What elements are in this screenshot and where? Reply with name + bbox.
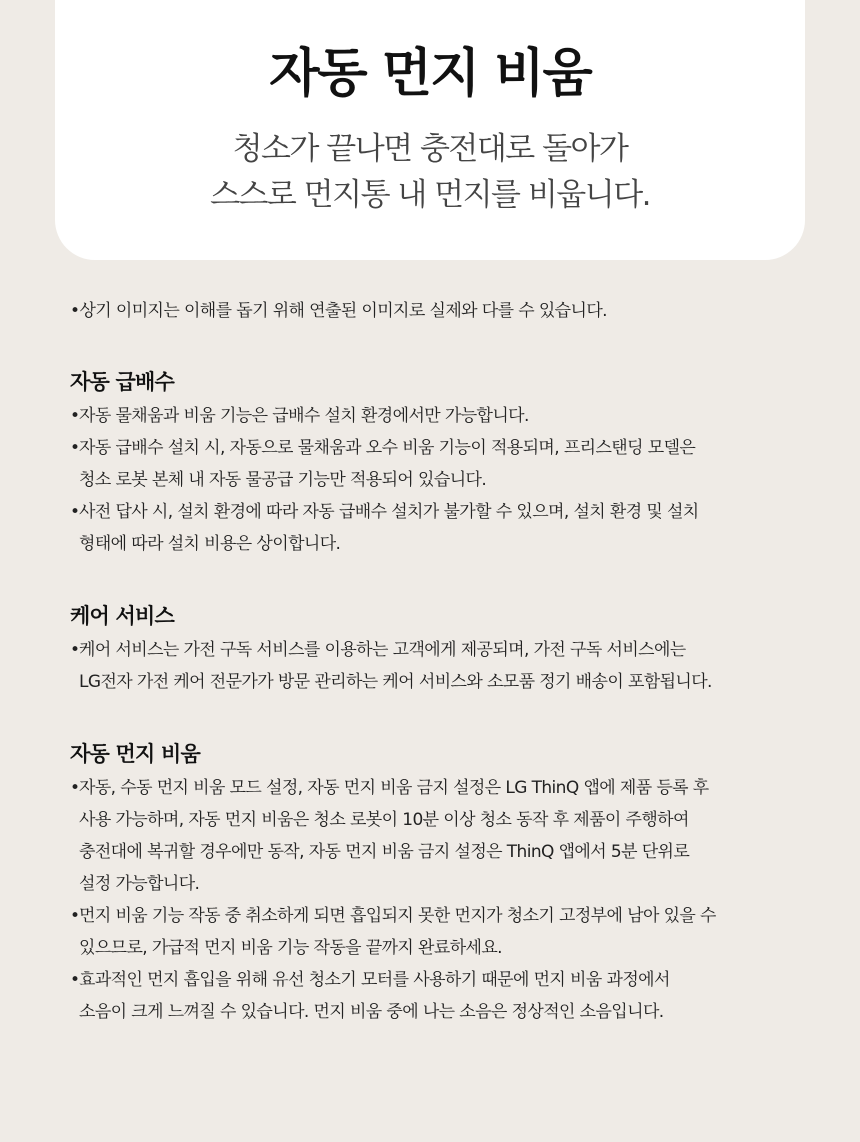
- bullet-item: [70, 432, 790, 496]
- hero-card: [55, 0, 805, 260]
- disclaimer-content: [70, 296, 790, 1028]
- image-disclaimer-note: [70, 296, 790, 326]
- note-text: 상기 이미지는 이해를 돕기 위해 연출된 이미지로 실제와 다를 수 있습니다.: [79, 301, 607, 321]
- bullet-text-line: 자동, 수동 먼지 비움 모드 설정, 자동 먼지 비움 금지 설정은 LG ThinQ 앱에 제품 등록 후: [79, 778, 709, 798]
- bullet-list: [70, 400, 790, 560]
- bullet-text-line: 있으므로, 가급적 먼지 비움 기능 작동을 끝까지 완료하세요.: [79, 938, 502, 958]
- bullet-dot: •: [70, 406, 80, 426]
- bullet-item: [70, 634, 790, 698]
- bullet-dot: •: [70, 502, 80, 522]
- bullet-item: [70, 900, 790, 964]
- bullet-text-line: 설정 가능합니다.: [79, 874, 200, 894]
- hero-subtitle-line: 청소가 끝나면 충전대로 돌아가: [232, 131, 628, 167]
- bullet-dot: •: [70, 906, 80, 926]
- bullet-dot: •: [70, 301, 80, 321]
- section-2: [70, 738, 790, 1028]
- bullet-text-line: 사용 가능하며, 자동 먼지 비움은 청소 로봇이 10분 이상 청소 동작 후 제품이 주행하여: [79, 810, 689, 830]
- bullet-text-line: 케어 서비스는 가전 구독 서비스를 이용하는 고객에게 제공되며, 가전 구독 서비스에는: [79, 640, 686, 660]
- page-title: 자동 먼지 비움: [269, 44, 591, 104]
- bullet-text-line: 형태에 따라 설치 비용은 상이합니다.: [79, 534, 341, 554]
- bullet-text-line: 효과적인 먼지 흡입을 위해 유선 청소기 모터를 사용하기 때문에 먼지 비움 과정에서: [79, 970, 670, 990]
- bullet-item: [70, 400, 790, 432]
- sections-container: [70, 366, 790, 1028]
- bullet-dot: •: [70, 970, 80, 990]
- section-0: [70, 366, 790, 560]
- bullet-list: [70, 634, 790, 698]
- bullet-dot: •: [70, 778, 80, 798]
- section-1: [70, 600, 790, 698]
- bullet-text-line: 충전대에 복귀할 경우에만 동작, 자동 먼지 비움 금지 설정은 ThinQ 앱에서 5분 단위로: [79, 842, 690, 862]
- bullet-text-line: 자동 물채움과 비움 기능은 급배수 설치 환경에서만 가능합니다.: [79, 406, 529, 426]
- bullet-text-line: 자동 급배수 설치 시, 자동으로 물채움과 오수 비움 기능이 적용되며, 프리스탠딩 모델은: [79, 438, 696, 458]
- section-heading: 자동 급배수: [70, 370, 174, 394]
- bullet-text-line: 소음이 크게 느껴질 수 있습니다. 먼지 비움 중에 나는 소음은 정상적인 소음입니다.: [79, 1002, 664, 1022]
- section-heading: 자동 먼지 비움: [70, 742, 200, 766]
- hero-subtitle: [55, 126, 805, 218]
- bullet-item: [70, 772, 790, 900]
- section-heading: 케어 서비스: [70, 604, 174, 628]
- hero-subtitle-line: 스스로 먼지통 내 먼지를 비웁니다.: [209, 177, 650, 213]
- bullet-text-line: 청소 로봇 본체 내 자동 물공급 기능만 적용되어 있습니다.: [79, 470, 487, 490]
- bullet-text-line: LG전자 가전 케어 전문가가 방문 관리하는 케어 서비스와 소모품 정기 배송이 포함됩니다.: [79, 672, 712, 692]
- bullet-dot: •: [70, 438, 80, 458]
- bullet-item: [70, 964, 790, 1028]
- bullet-dot: •: [70, 640, 80, 660]
- bullet-text-line: 먼지 비움 기능 작동 중 취소하게 되면 흡입되지 못한 먼지가 청소기 고정부에 남아 있을 수: [79, 906, 716, 926]
- bullet-item: [70, 496, 790, 560]
- bullet-text-line: 사전 답사 시, 설치 환경에 따라 자동 급배수 설치가 불가할 수 있으며, 설치 환경 및 설치: [79, 502, 699, 522]
- bullet-list: [70, 772, 790, 1028]
